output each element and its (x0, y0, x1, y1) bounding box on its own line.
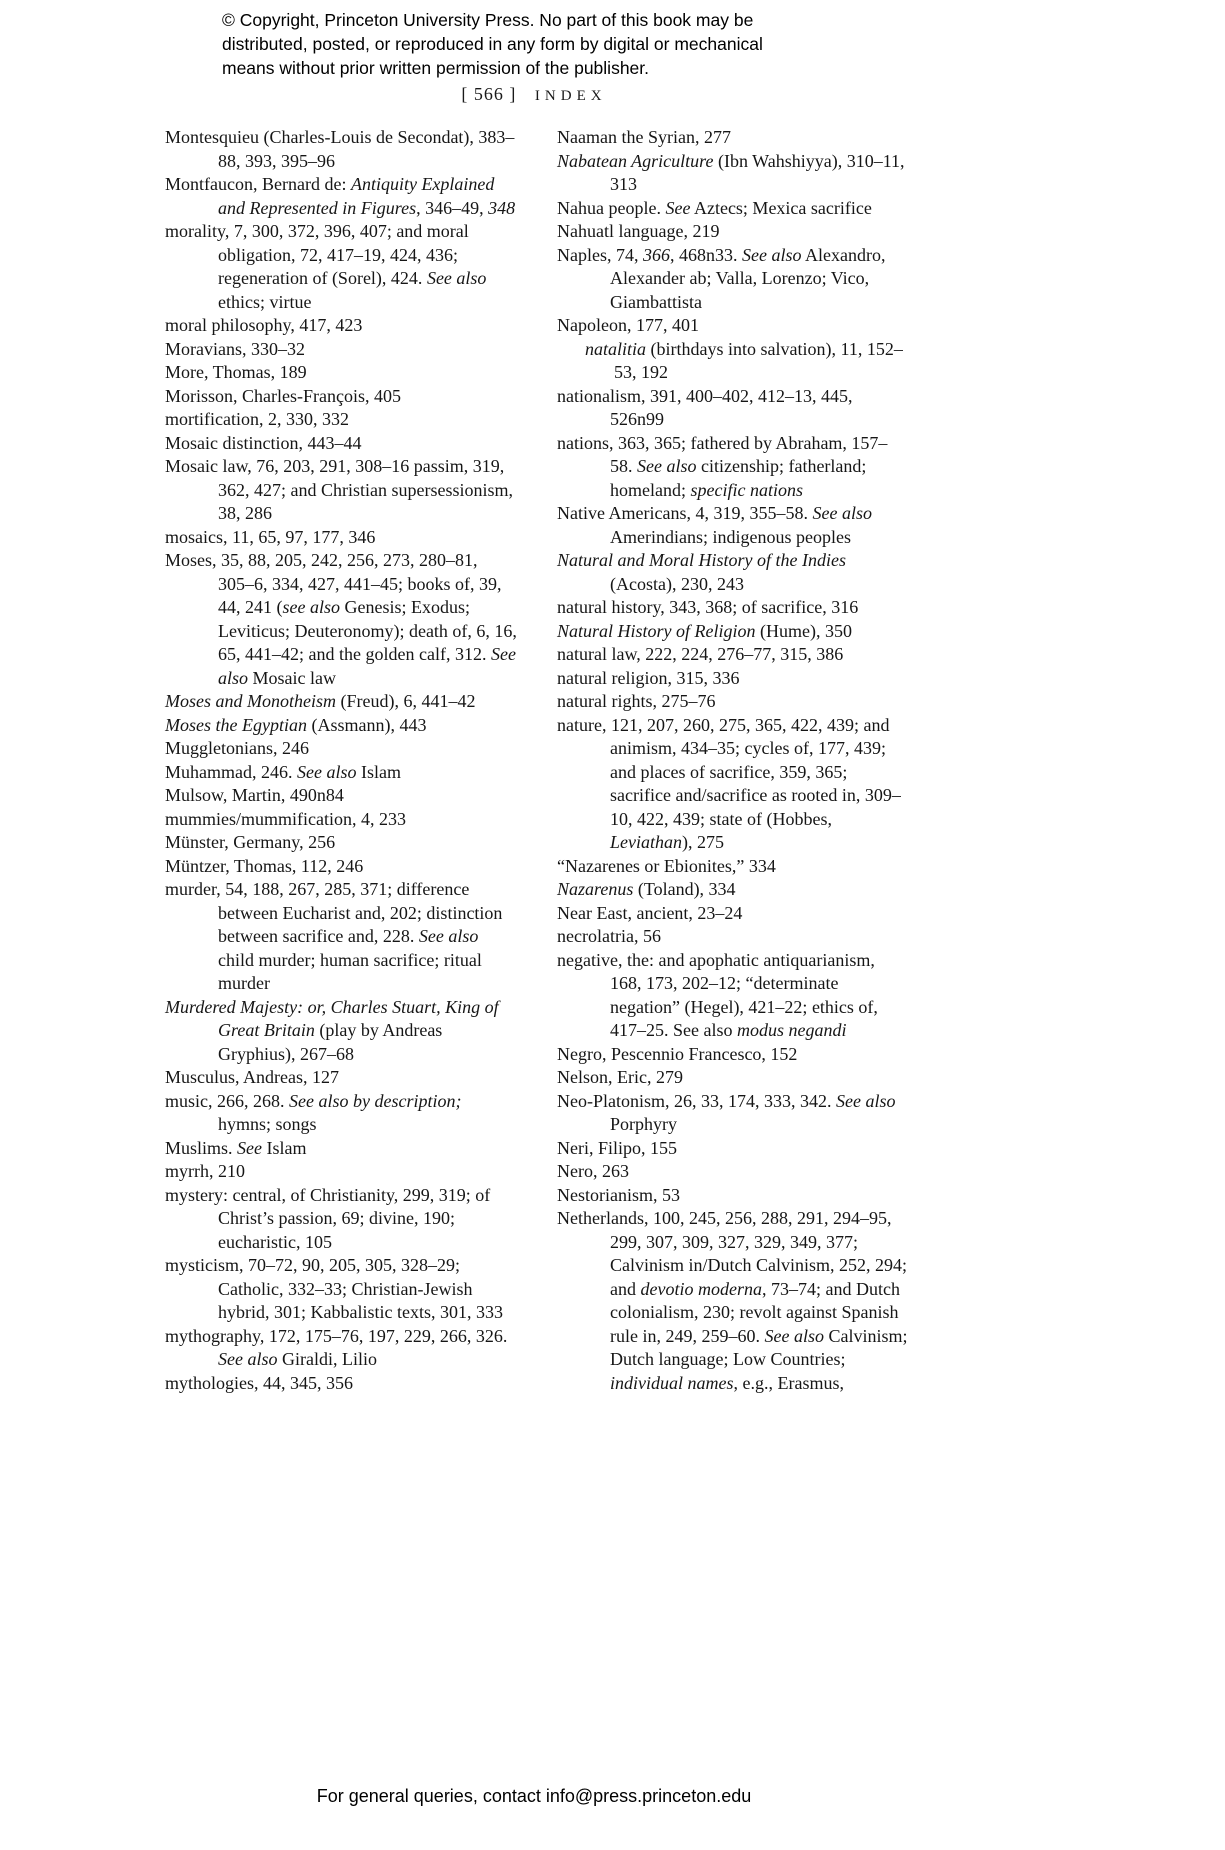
index-entry (557, 549, 909, 596)
index-entry-text: Neo-Platonism, 26, 33, 174, 333, 342. (557, 1090, 836, 1111)
index-entry-text-italic: Nazarenus (557, 879, 634, 899)
index-entry-text-italic: modus negandi (736, 1020, 847, 1040)
index-entry-text: Amerindians; indigenous peoples (610, 526, 851, 547)
index-entry-text-italic: Antiquity Explained and Represented in Figures (218, 174, 495, 218)
index-entry-text: mosaics, 11, 65, 97, 177, 346 (165, 526, 376, 547)
index-entry (165, 1090, 517, 1137)
index-entry-text-italic: Natural History of Religion (557, 620, 756, 641)
index-entry-text-italic: specific nations (690, 479, 803, 500)
index-entry-text: Calvinism; Dutch language; Low Countries; (610, 1325, 908, 1369)
index-entry-text-italic: See (665, 197, 691, 218)
index-entry-text: mythography, 172, 175–76, 197, 229, 266, 326. (165, 1325, 508, 1346)
index-entry (557, 714, 909, 855)
index-entry (557, 432, 909, 503)
index-entry-text: Nelson, Eric, 279 (557, 1067, 683, 1087)
index-entry-text-italic: See also (637, 456, 697, 476)
index-entry-text-italic: See also (812, 503, 872, 523)
index-entry (557, 1043, 909, 1067)
copyright-line: © Copyright, Princeton University Press. No part of this book may be (222, 10, 754, 30)
index-entry-text: Porphyry (610, 1114, 677, 1134)
index-entry-text: nationalism, 391, 400–402, 412–13, 445, 526n99 (557, 385, 853, 429)
index-entry-text: mummies/mummification, 4, 233 (165, 808, 406, 829)
index-columns (165, 126, 909, 1395)
index-entry-text-italic: 348 (488, 197, 516, 218)
index-entry-text: nature, 121, 207, 260, 275, 365, 422, 439; and animism, 434–35; cycles of, 177, 439; and places of sacrifice, 359, 365; sacrifice and/sacrifice as rooted in, 309–10, 422, 439; state of (Hobbes, (557, 714, 901, 829)
index-entry (557, 902, 909, 926)
index-entry-text: Naples, 74, (557, 244, 643, 265)
index-entry-text: Muhammad, 246. (165, 761, 297, 782)
index-entry-text: (Freud), 6, 441–42 (335, 691, 476, 711)
index-entry (557, 244, 909, 315)
index-entry-text: Mosaic distinction, 443–44 (165, 432, 362, 453)
index-entry-text: Morisson, Charles-François, 405 (165, 385, 401, 406)
index-entry-text-italic: See also (836, 1090, 896, 1111)
index-entry-text: mystery: central, of Christianity, 299, 319; of Christ’s passion, 69; divine, 190; eucharistic, 105 (165, 1184, 491, 1252)
index-entry-text-italic: Nabatean Agriculture (557, 150, 714, 171)
index-entry-text-italic: See also (741, 244, 802, 265)
index-entry (557, 667, 909, 691)
index-entry (557, 596, 909, 620)
index-entry (165, 1372, 517, 1396)
index-entry (165, 1137, 517, 1161)
index-entry (557, 126, 909, 150)
index-entry-text: Muslims. (165, 1137, 238, 1158)
index-entry-text: Aztecs; Mexica sacrifice (690, 197, 872, 218)
index-entry-text-italic: See also (426, 268, 487, 288)
index-entry-text: Napoleon, 177, 401 (557, 315, 699, 335)
index-entry-text-italic: Murdered Majesty: or, Charles Stuart, King of Great Britain (165, 996, 499, 1040)
index-entry-text: Netherlands, 100, 245, 256, 288, 291, 294–95, 299, 307, 309, 327, 329, 349, 377; Calvinism in/Dutch Calvinism, 252, 294; and (557, 1208, 907, 1299)
index-entry (165, 1325, 517, 1372)
index-entry-text: Mosaic law (248, 667, 336, 688)
index-entry (557, 925, 909, 949)
index-entry-text: Giraldi, Lilio (277, 1349, 377, 1369)
index-entry-text: Montfaucon, Bernard de: (165, 174, 351, 194)
index-column-right (557, 126, 909, 1395)
index-entry-text-italic: See also by description; (289, 1090, 462, 1111)
index-entry (165, 690, 517, 714)
index-entry-text: Neri, Filipo, 155 (557, 1137, 677, 1158)
index-entry (165, 1184, 517, 1255)
index-entry-text: ethics; virtue (218, 291, 312, 312)
index-entry-text: natural history, 343, 368; of sacrifice, 316 (557, 597, 859, 617)
index-entry (165, 714, 517, 738)
index-entry-text: , e.g., Erasmus, (733, 1372, 844, 1393)
index-entry (165, 408, 517, 432)
index-entry-text: Montesquieu (Charles-Louis de Secondat), 383–88, 393, 395–96 (165, 127, 515, 171)
index-entry (165, 1066, 517, 1090)
index-entry (165, 314, 517, 338)
index-entry-text: More, Thomas, 189 (165, 362, 307, 382)
index-entry-text-italic: Natural and Moral History of the Indies (557, 550, 846, 570)
index-entry-text-italic: individual names (610, 1372, 734, 1393)
footer-contact-line: For general queries, contact info@press.princeton.edu (316, 1786, 752, 1806)
index-entry-text-italic: 366 (642, 244, 670, 265)
index-entry-text: (Ibn Wahshiyya), 310–11, 313 (610, 150, 905, 194)
index-entry (165, 855, 517, 879)
index-entry-text: Naaman the Syrian, 277 (557, 127, 731, 147)
index-entry-text: nations, 363, 365; fathered by Abraham, 157–58. (557, 432, 888, 476)
index-entry (165, 878, 517, 996)
index-entry-text: music, 266, 268. (165, 1090, 289, 1111)
index-entry-text: Muggletonians, 246 (165, 738, 309, 758)
index-entry (557, 502, 909, 549)
index-entry-text: mysticism, 70–72, 90, 205, 305, 328–29; Catholic, 332–33; Christian-Jewish hybrid, 301; Kabbalistic texts, 301, 333 (165, 1255, 503, 1322)
index-entry-text: Musculus, Andreas, 127 (165, 1067, 339, 1087)
index-entry-text: Mosaic law, 76, 203, 291, 308–16 passim, 319, 362, 427; and Christian supersessionism, 38, 286 (165, 456, 513, 523)
index-entry-text: moral philosophy, 417, 423 (165, 315, 363, 335)
index-entry-text: natural religion, 315, 336 (557, 667, 740, 688)
index-entry-text: , 468n33. (669, 244, 742, 265)
index-entry (557, 1184, 909, 1208)
index-entry-text-italic: Moses the Egyptian (165, 714, 307, 735)
index-entry-text: ), 275 (682, 832, 724, 852)
index-entry-text-italic: See also (764, 1325, 824, 1346)
index-entry (557, 1090, 909, 1137)
index-entry (557, 197, 909, 221)
index-entry (557, 220, 909, 244)
index-entry-text: Münster, Germany, 256 (165, 832, 336, 852)
index-entry-text: myrrh, 210 (165, 1161, 245, 1181)
index-entry (165, 455, 517, 526)
index-entry (165, 1254, 517, 1325)
index-entry-text-italic: natalitia (585, 338, 647, 359)
index-column-left (165, 126, 517, 1395)
index-entry-text-italic: See also (218, 1349, 278, 1369)
index-entry-text-italic: see also (282, 597, 340, 617)
index-entry-text: Moravians, 330–32 (165, 338, 305, 359)
index-entry-text-italic: See (237, 1137, 263, 1158)
index-entry (557, 855, 909, 879)
index-entry-text: (Toland), 334 (633, 879, 736, 899)
index-entry (165, 173, 517, 220)
index-entry (165, 784, 517, 808)
page-number: [ 566 ] (461, 84, 517, 104)
index-entry-text: natural rights, 275–76 (557, 691, 716, 711)
index-entry-text: Native Americans, 4, 319, 355–58. (557, 503, 813, 523)
index-entry-text: Nahuatl language, 219 (557, 221, 720, 241)
index-entry (165, 831, 517, 855)
index-entry-text-italic: See also (218, 644, 516, 688)
index-entry (557, 1137, 909, 1161)
index-entry-text-italic: Moses and Monotheism (165, 691, 336, 711)
index-entry (557, 620, 909, 644)
index-entry-text: Alexandro, Alexander ab; Valla, Lorenzo; Vico, Giambattista (610, 244, 886, 312)
index-entry (165, 526, 517, 550)
index-entry-text: mortification, 2, 330, 332 (165, 409, 349, 429)
index-entry-text: morality, 7, 300, 372, 396, 407; and moral obligation, 72, 417–19, 424, 436; regeneration of (Sorel), 424. (165, 221, 469, 288)
index-entry (165, 126, 517, 173)
index-entry (165, 220, 517, 314)
index-entry-text: Islam (262, 1137, 307, 1158)
index-entry (557, 314, 909, 338)
copyright-notice (222, 8, 763, 80)
index-entry (165, 432, 517, 456)
index-entry (557, 150, 909, 197)
index-entry-text: , 346–49, (416, 197, 489, 218)
index-entry-text: (play by Andreas Gryphius), 267–68 (218, 1020, 443, 1064)
index-entry (165, 761, 517, 785)
index-entry-text: Mulsow, Martin, 490n84 (165, 785, 344, 805)
index-entry-text: Müntzer, Thomas, 112, 246 (165, 855, 364, 876)
index-entry-text: Nestorianism, 53 (557, 1184, 680, 1205)
index-entry (557, 1066, 909, 1090)
index-entry-text: Negro, Pescennio Francesco, 152 (557, 1043, 798, 1064)
index-entry-text: Moses, 35, 88, 205, 242, 256, 273, 280–81, 305–6, 334, 427, 441–45; books of, 39, 44, 241 ( (165, 550, 502, 617)
index-entry-text: necrolatria, 56 (557, 926, 661, 946)
index-entry-text-italic: devotio moderna (640, 1278, 762, 1299)
index-entry (165, 737, 517, 761)
index-entry-text: Genesis; Exodus; Leviticus; Deuteronomy); death of, 6, 16, 65, 441–42; and the golden calf, 312. (218, 597, 517, 664)
index-entry-text: (Assmann), 443 (306, 714, 427, 735)
index-entry (557, 338, 909, 385)
index-entry (557, 1207, 909, 1395)
index-entry-text: Nahua people. (557, 197, 666, 218)
index-entry-text: natural law, 222, 224, 276–77, 315, 386 (557, 644, 844, 664)
page-header (165, 84, 903, 105)
index-entry-text: (Hume), 350 (755, 620, 852, 641)
index-entry-text: Near East, ancient, 23–24 (557, 902, 743, 923)
index-entry-text: (Acosta), 230, 243 (610, 573, 744, 594)
index-entry (165, 808, 517, 832)
index-entry-text: “Nazarenes or Ebionites,” 334 (557, 855, 776, 876)
index-entry (165, 549, 517, 690)
index-entry (557, 690, 909, 714)
index-entry (557, 878, 909, 902)
index-entry (557, 643, 909, 667)
index-entry-text-italic: See also (418, 926, 479, 946)
index-entry (557, 1160, 909, 1184)
index-entry (557, 385, 909, 432)
index-entry (165, 385, 517, 409)
index-entry-text: (birthdays into salvation), 11, 152–53, 192 (614, 338, 903, 382)
index-entry (165, 996, 517, 1067)
index-entry-text: , 73–74; and Dutch colonialism, 230; revolt against Spanish rule in, 249, 259–60. (610, 1278, 900, 1346)
index-entry (165, 1160, 517, 1184)
copyright-line: means without prior written permission of the publisher. (222, 58, 650, 78)
index-entry-text: Islam (356, 761, 401, 782)
index-entry-text: Nero, 263 (557, 1161, 629, 1181)
section-title: INDEX (534, 88, 607, 104)
index-entry-text: child murder; human sacrifice; ritual murder (218, 949, 482, 993)
index-entry (557, 949, 909, 1043)
index-entry-text: negative, the: and apophatic antiquarianism, 168, 173, 202–12; “determinate negation” (Hegel), 421–22; ethics of, 417–25. See also (557, 949, 878, 1040)
index-entry-text: citizenship; fatherland; homeland; (610, 456, 867, 500)
index-entry (165, 338, 517, 362)
index-entry-text-italic: Leviathan (610, 832, 682, 852)
copyright-line: distributed, posted, or reproduced in any form by digital or mechanical (222, 34, 763, 54)
index-entry-text-italic: See also (297, 761, 357, 782)
index-entry-text: hymns; songs (218, 1114, 317, 1134)
index-entry (165, 361, 517, 385)
index-entry-text: mythologies, 44, 345, 356 (165, 1372, 353, 1393)
index-entry-text: murder, 54, 188, 267, 285, 371; difference between Eucharist and, 202; distinction between sacrifice and, 228. (165, 879, 503, 946)
